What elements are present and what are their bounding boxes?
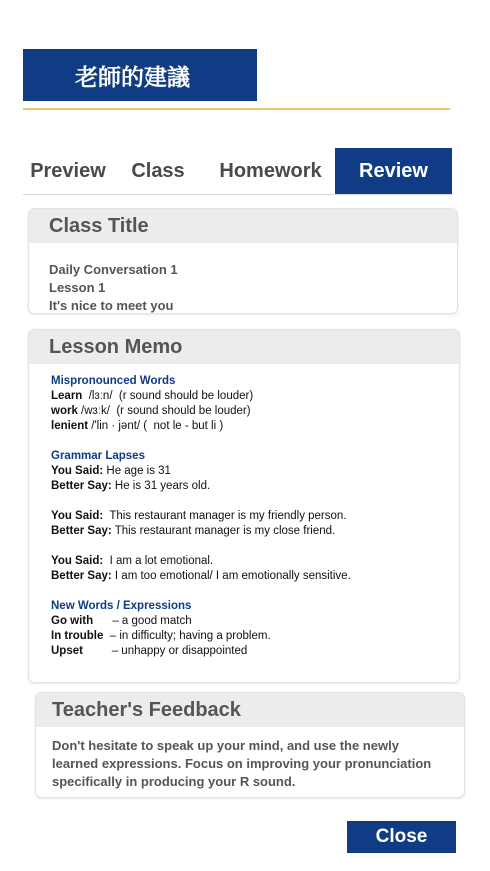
grammar-title: Grammar Lapses: [51, 450, 145, 462]
class-title-line: Lesson 1: [49, 280, 106, 295]
list-item: Learn /lɜːn/ (r sound should be louder): [51, 390, 254, 402]
lesson-memo-heading: Lesson Memo: [29, 330, 459, 364]
list-item: Upset – unhappy or disappointed: [51, 645, 248, 657]
tab-bar: [23, 148, 453, 194]
list-item: You Said: This restaurant manager is my friendly person.: [51, 510, 347, 522]
feedback-text: Don't hesitate to speak up your mind, and use the newly learned expressions. Focus on improving your pronunciation specifically in producing your R sound.: [52, 738, 432, 789]
list-item: lenient /'lin · jənt/ ( not le - but li ): [51, 420, 224, 432]
tab-class[interactable]: Class: [131, 159, 185, 182]
tab-preview[interactable]: Preview: [30, 159, 106, 182]
list-item: In trouble – in difficulty; having a problem.: [51, 630, 271, 642]
list-item: Better Say: I am too emotional/ I am emotionally sensitive.: [51, 570, 351, 582]
header-title: 老師的建議: [23, 49, 257, 101]
list-item: You Said: He age is 31: [51, 465, 171, 477]
list-item: work /wɜːk/ (r sound should be louder): [51, 405, 251, 417]
feedback-card: [35, 692, 465, 798]
lesson-memo-card: [28, 329, 460, 683]
class-title-line: It's nice to meet you: [49, 298, 174, 313]
class-title-heading: Class Title: [29, 209, 457, 243]
tab-homework[interactable]: Homework: [219, 159, 322, 182]
class-title-card: [28, 208, 458, 314]
list-item: Better Say: This restaurant manager is my close friend.: [51, 525, 336, 537]
feedback-heading: Teacher's Feedback: [36, 693, 464, 727]
new-words-title: New Words / Expressions: [51, 600, 192, 612]
list-item: Better Say: He is 31 years old.: [51, 480, 211, 492]
list-item: You Said: I am a lot emotional.: [51, 555, 214, 567]
header-divider: [23, 108, 450, 110]
list-item: Go with – a good match: [51, 615, 192, 627]
tab-divider: [23, 194, 453, 195]
mispronounced-title: Mispronounced Words: [51, 375, 176, 387]
class-title-line: Daily Conversation 1: [49, 262, 178, 277]
close-button[interactable]: Close: [347, 821, 456, 853]
tab-review[interactable]: Review: [335, 148, 452, 194]
